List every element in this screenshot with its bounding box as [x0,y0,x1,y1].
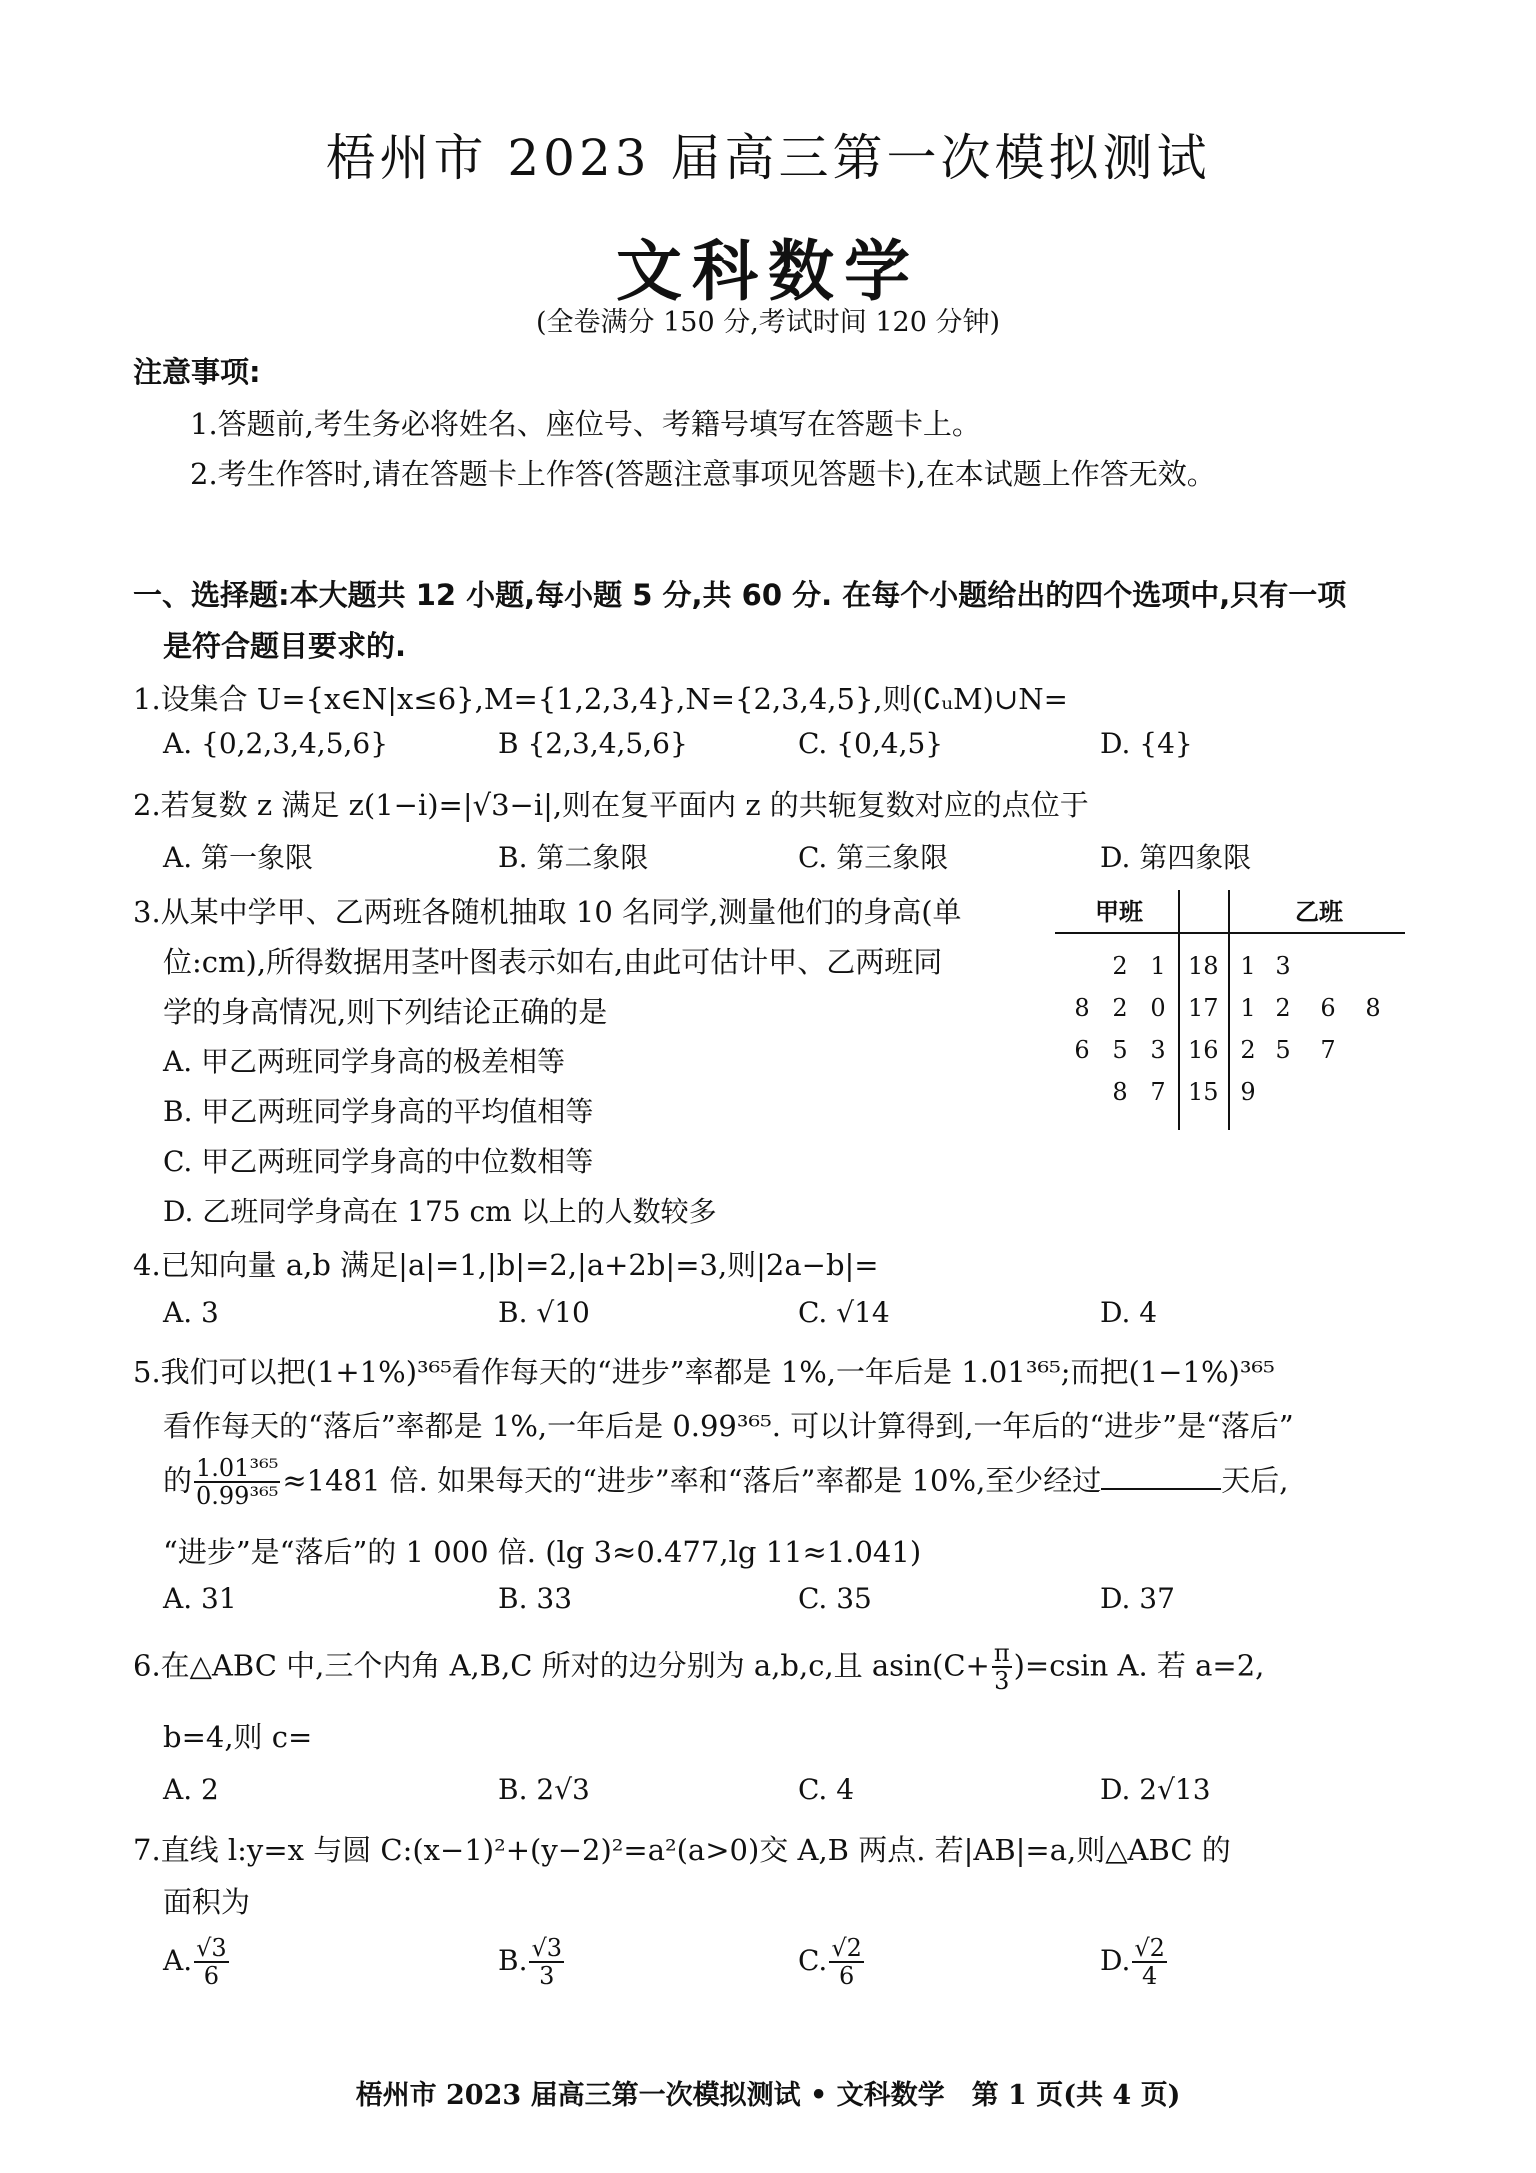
fraction-denominator: 3 [539,1962,555,1991]
option-fraction [529,1935,564,1990]
fraction-denominator: 4 [1142,1962,1158,1991]
q5-option-d: D. 37 [1100,1582,1175,1615]
q6-text: 6.在△ABC 中,三个内角 A,B,C 所对的边分别为 a,b,c,且 asin(C+ [133,1648,990,1683]
fraction-numerator: √2 [1134,1934,1165,1962]
q1-option-a: A. {0,2,3,4,5,6} [163,727,389,760]
notice-item: 2.考生作答时,请在答题卡上作答(答题注意事项见答题卡),在本试题上作答无效。 [190,457,1216,491]
leaf-left: 7 [1150,1078,1166,1106]
stem-leaf-header-rule [1055,932,1405,934]
question-5-line: “进步”是“落后”的 1 000 倍. (lg 3≈0.477,lg 11≈1.041) [163,1535,922,1569]
q3-option-c: C. 甲乙两班同学身高的中位数相等 [163,1145,594,1178]
stem-leaf-plot [1055,880,1405,1130]
fraction-numerator: √2 [831,1934,862,1962]
question-2-stem: 2.若复数 z 满足 z(1−i)=|√3−i|,则在复平面内 z 的共轭复数对应的点位于 [133,788,1089,822]
fraction-numerator: √3 [531,1934,563,1962]
leaf-left: 2 [1112,952,1128,980]
leaf-right: 5 [1275,1036,1291,1064]
q4-option-b: B. √10 [498,1296,590,1329]
q4-option-c: C. √14 [798,1296,890,1329]
leaf-right: 7 [1320,1036,1336,1064]
stem-value: 16 [1188,1036,1219,1064]
q5-option-c: C. 35 [798,1582,872,1615]
leaf-left: 0 [1150,994,1166,1022]
q5-text: 天后, [1221,1463,1289,1498]
q5-ratio-fraction [194,1455,280,1510]
stem-value: 15 [1188,1078,1219,1106]
option-fraction [194,1935,229,1990]
fraction-numerator: √3 [196,1934,227,1962]
q3-option-a: A. 甲乙两班同学身高的极差相等 [163,1045,566,1078]
question-1-stem: 1.设集合 U={x∈N|x≤6},M={1,2,3,4},N={2,3,4,5},则(∁ᵤM)∪N= [133,682,1068,716]
option-fraction [1132,1935,1167,1990]
q2-option-b: B. 第二象限 [498,841,649,874]
q7-option-d [1100,1935,1169,1990]
q6-pi-fraction [992,1640,1012,1695]
leaf-left: 5 [1112,1036,1128,1064]
notice-item: 1.答题前,考生务必将姓名、座位号、考籍号填写在答题卡上。 [190,407,981,441]
question-6-line [133,1640,1264,1695]
leaf-right: 8 [1365,994,1381,1022]
page-footer: 梧州市 2023 届高三第一次模拟测试 • 文科数学 第 1 页(共 4 页) [355,2080,1181,2111]
question-4-stem: 4.已知向量 a,b 满足|a|=1,|b|=2,|a+2b|=3,则|2a−b|= [133,1248,879,1282]
leaf-right: 3 [1275,952,1291,980]
q6-text: )=csin A. 若 a=2, [1013,1648,1265,1683]
leaf-right: 1 [1240,952,1256,980]
fraction-denominator: 6 [838,1962,855,1991]
q4-option-d: D. 4 [1100,1296,1158,1329]
notice-heading: 注意事项: [133,355,261,389]
q7-option-c [798,1935,866,1990]
leaf-left: 2 [1112,994,1128,1022]
fraction-numerator: π [993,1639,1010,1667]
q2-option-d: D. 第四象限 [1100,841,1252,874]
leaf-right: 1 [1240,994,1256,1022]
stem-value: 18 [1188,952,1219,980]
q5-text: ≈1481 倍. 如果每天的“进步”率和“落后”率都是 10%,至少经过 [282,1463,1102,1498]
option-fraction [829,1935,864,1990]
leaf-left: 6 [1074,1036,1090,1064]
q5-text: 的 [163,1463,193,1498]
fraction-denominator: 6 [203,1962,220,1991]
question-3-line: 3.从某中学甲、乙两班各随机抽取 10 名同学,测量他们的身高(单 [133,895,962,929]
question-6-line: b=4,则 c= [163,1720,313,1754]
q7-option-b [498,1935,566,1990]
stem-leaf-left-header: 甲班 [1095,898,1143,926]
question-5-line: 5.我们可以把(1+1%)³⁶⁵看作每天的“进步”率都是 1%,一年后是 1.01³⁶⁵;而把(1−1%)³⁶⁵ [133,1355,1275,1389]
stem-leaf-divider-left [1178,890,1180,1130]
q1-option-d: D. {4} [1100,727,1193,760]
q7-option-a [163,1935,231,1990]
leaf-left: 8 [1112,1078,1128,1106]
leaf-right: 2 [1275,994,1291,1022]
fraction-denominator: 3 [994,1667,1010,1696]
stem-leaf-divider-right [1228,890,1230,1130]
q6-option-b: B. 2√3 [498,1773,590,1806]
question-7-line: 面积为 [163,1885,251,1919]
leaf-left: 1 [1150,952,1166,980]
q1-option-c: C. {0,4,5} [798,727,944,760]
q6-option-d: D. 2√13 [1100,1773,1211,1806]
section-heading-cont: 是符合题目要求的. [163,629,407,663]
option-label: A. [163,1943,193,1977]
question-3-line: 学的身高情况,则下列结论正确的是 [163,995,608,1029]
option-label: B. [498,1943,528,1977]
fraction-denominator: 0.99³⁶⁵ [196,1482,279,1511]
exam-title: 梧州市 2023 届高三第一次模拟测试 [325,129,1211,187]
q6-option-a: A. 2 [163,1773,219,1806]
section-heading: 一、选择题:本大题共 12 小题,每小题 5 分,共 60 分. 在每个小题给出的四个选项中,只有一项 [133,578,1347,612]
option-label: D. [1100,1943,1131,1977]
q3-option-d: D. 乙班同学身高在 175 cm 以上的人数较多 [163,1195,717,1228]
leaf-right: 2 [1240,1036,1256,1064]
stem-value: 17 [1188,994,1219,1022]
question-7-line: 7.直线 l:y=x 与圆 C:(x−1)²+(y−2)²=a²(a>0)交 A,B 两点. 若|AB|=a,则△ABC 的 [133,1833,1231,1867]
answer-blank [1101,1462,1221,1490]
q2-option-c: C. 第三象限 [798,841,949,874]
leaf-left: 3 [1150,1036,1166,1064]
stem-leaf-right-header: 乙班 [1295,898,1343,926]
question-5-line: 看作每天的“落后”率都是 1%,一年后是 0.99³⁶⁵. 可以计算得到,一年后的“进步”是“落后” [163,1409,1294,1443]
q5-option-a: A. 31 [163,1582,237,1615]
leaf-right: 9 [1240,1078,1256,1106]
subject-title: 文科数学 [616,233,920,310]
q4-option-a: A. 3 [163,1296,219,1329]
question-5-line-fraction [163,1455,1289,1510]
leaf-right: 6 [1320,994,1336,1022]
fraction-numerator: 1.01³⁶⁵ [196,1454,279,1482]
q6-option-c: C. 4 [798,1773,855,1806]
exam-subtitle: (全卷满分 150 分,考试时间 120 分钟) [535,307,1001,338]
q2-option-a: A. 第一象限 [163,841,314,874]
question-3-line: 位:cm),所得数据用茎叶图表示如右,由此可估计甲、乙两班同 [163,945,943,979]
q3-option-b: B. 甲乙两班同学身高的平均值相等 [163,1095,594,1128]
leaf-left: 8 [1074,994,1090,1022]
q1-option-b: B {2,3,4,5,6} [498,727,688,760]
option-label: C. [798,1943,828,1977]
q5-option-b: B. 33 [498,1582,573,1615]
